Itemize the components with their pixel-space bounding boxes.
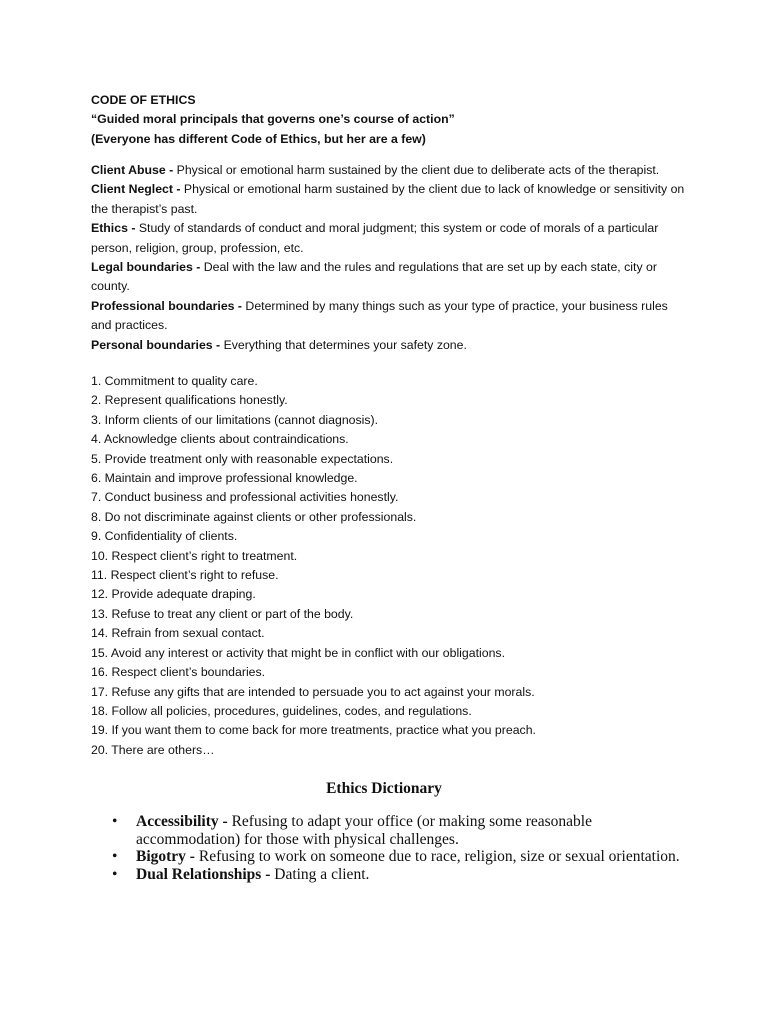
definition-term: Professional boundaries - — [91, 298, 243, 313]
list-item: 12. Provide adequate draping. — [91, 587, 256, 602]
list-item: 16. Respect client’s boundaries. — [91, 665, 266, 680]
dictionary-text: Refusing to adapt your office (or making some reasonable accommodation) for those with physical challenges. — [136, 813, 592, 848]
dictionary-term: Accessibility - — [136, 813, 228, 830]
bullet-icon: • — [112, 848, 118, 866]
list-item: 14. Refrain from sexual contact. — [91, 626, 265, 641]
definition-professional-boundaries — [91, 297, 691, 336]
list-item: 17. Refuse any gifts that are intended to persuade you to act against your morals. — [91, 684, 535, 699]
document-subtitle: “Guided moral principals that governs one’s course of action” — [91, 112, 455, 127]
definition-legal-boundaries — [91, 258, 691, 297]
list-item: 6. Maintain and improve professional knowledge. — [91, 471, 358, 486]
bullet-icon: • — [112, 865, 118, 883]
definition-term: Legal boundaries - — [91, 260, 201, 275]
definition-text: Physical or emotional harm sustained by the client due to deliberate acts of the therapist. — [173, 163, 660, 177]
definition-text: Study of standards of conduct and moral judgment; this system or code of morals of a particular person, religion, group, profession, etc. — [91, 221, 659, 255]
definition-text: Physical or emotional harm sustained by the client due to lack of knowledge or sensitivity on the therapist’s past. — [91, 182, 685, 216]
list-item: 20. There are others… — [91, 742, 215, 757]
list-item: 5. Provide treatment only with reasonable expectations. — [91, 451, 394, 466]
definition-text: Determined by many things such as your type of practice, your business rules and practices. — [91, 298, 668, 333]
definition-ethics — [91, 219, 691, 258]
definition-term: Personal boundaries - — [91, 337, 221, 352]
definition-personal-boundaries — [91, 336, 691, 355]
list-item: 13. Refuse to treat any client or part of the body. — [91, 606, 354, 621]
definition-term: Ethics - — [91, 221, 136, 236]
list-item: 11. Respect client’s right to refuse. — [91, 568, 279, 583]
dictionary-list — [112, 813, 682, 883]
list-item: 1. Commitment to quality care. — [91, 374, 258, 388]
definition-term: Client Abuse - — [91, 163, 174, 177]
bullet-icon: • — [112, 813, 118, 830]
document-header — [91, 91, 711, 149]
list-item: 15. Avoid any interest or activity that might be in conflict with our obligations. — [91, 645, 505, 660]
dictionary-text: Refusing to work on someone due to race, religion, size or sexual orientation. — [194, 848, 680, 866]
list-item: 18. Follow all policies, procedures, guidelines, codes, and regulations. — [91, 703, 472, 718]
list-item: 2. Represent qualifications honestly. — [91, 393, 288, 408]
list-item: 19. If you want them to come back for more treatments, practice what you preach. — [91, 723, 536, 738]
dictionary-item-accessibility — [112, 813, 682, 848]
list-item: 3. Inform clients of our limitations (cannot diagnosis). — [91, 412, 379, 427]
dictionary-item-dual-relationships — [112, 866, 682, 884]
list-item: 4. Acknowledge clients about contraindications. — [91, 432, 349, 447]
definition-text: Everything that determines your safety zone. — [220, 337, 467, 352]
list-item: 9. Confidentiality of clients. — [91, 529, 238, 544]
definition-client-abuse — [91, 161, 691, 180]
dictionary-text: Dating a client. — [270, 865, 370, 883]
document-note: (Everyone has different Code of Ethics, but her are a few) — [91, 131, 426, 146]
definition-text: Deal with the law and the rules and regulations that are set up by each state, city or county. — [91, 260, 657, 294]
definitions-section — [91, 161, 691, 355]
definition-term: Client Neglect - — [91, 182, 181, 197]
list-item: 8. Do not discriminate against clients or other professionals. — [91, 509, 417, 524]
dictionary-title: Ethics Dictionary — [326, 780, 442, 797]
document-title: CODE OF ETHICS — [91, 93, 196, 107]
dictionary-term: Dual Relationships - — [136, 865, 271, 883]
definition-client-neglect — [91, 180, 691, 219]
dictionary-item-bigotry — [112, 848, 682, 866]
list-item: 7. Conduct business and professional activities honestly. — [91, 490, 399, 505]
list-item: 10. Respect client’s right to treatment. — [91, 548, 298, 563]
code-list — [91, 372, 711, 760]
dictionary-term: Bigotry - — [136, 848, 195, 866]
